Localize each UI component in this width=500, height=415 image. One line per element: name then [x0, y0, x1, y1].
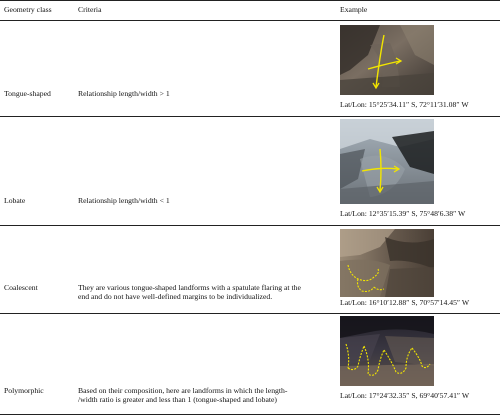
- example-image-coalescent: [340, 229, 434, 297]
- header-criteria: Criteria: [78, 5, 102, 14]
- header-geometry-class: Geometry class: [4, 5, 52, 14]
- row-separator: [0, 116, 500, 117]
- criteria-tongue-shaped: Relationship length/width > 1: [78, 89, 170, 98]
- criteria-coalescent-line2: end and do not have well-defined margins to be individualized.: [78, 292, 273, 301]
- caption-coalescent: Lat/Lon: 16°10′12.88″ S, 70°57′14.45″ W: [340, 298, 470, 307]
- criteria-polymorphic-line1: Based on their composition, here are landforms in which the length-: [78, 386, 288, 395]
- class-tongue-shaped: Tongue-shaped: [4, 89, 51, 98]
- caption-tongue-shaped: Lat/Lon: 15°25′34.11″ S, 72°11′31.08″ W: [340, 100, 469, 109]
- table-top-rule: [0, 0, 500, 1]
- caption-polymorphic: Lat/Lon: 17°24′32.35″ S, 69°40′57.41″ W: [340, 391, 470, 400]
- class-coalescent: Coalescent: [4, 283, 38, 292]
- example-image-polymorphic: [340, 316, 434, 386]
- class-lobate: Lobate: [4, 196, 26, 205]
- row-separator: [0, 225, 500, 226]
- criteria-coalescent-line1: They are various tongue-shaped landforms with a spatulate flaring at the: [78, 283, 301, 292]
- caption-lobate: Lat/Lon: 12°35′15.39″ S, 75°48′6.38″ W: [340, 209, 466, 218]
- header-rule: [0, 20, 500, 21]
- header-example: Example: [340, 5, 368, 14]
- example-image-lobate: [340, 119, 434, 204]
- class-polymorphic: Polymorphic: [4, 386, 44, 395]
- example-image-tongue-shaped: [340, 25, 434, 95]
- criteria-polymorphic-line2: /width ratio is greater and less than 1 (tongue-shaped and lobate): [78, 395, 277, 404]
- criteria-lobate: Relationship length/width < 1: [78, 196, 170, 205]
- row-separator: [0, 313, 500, 314]
